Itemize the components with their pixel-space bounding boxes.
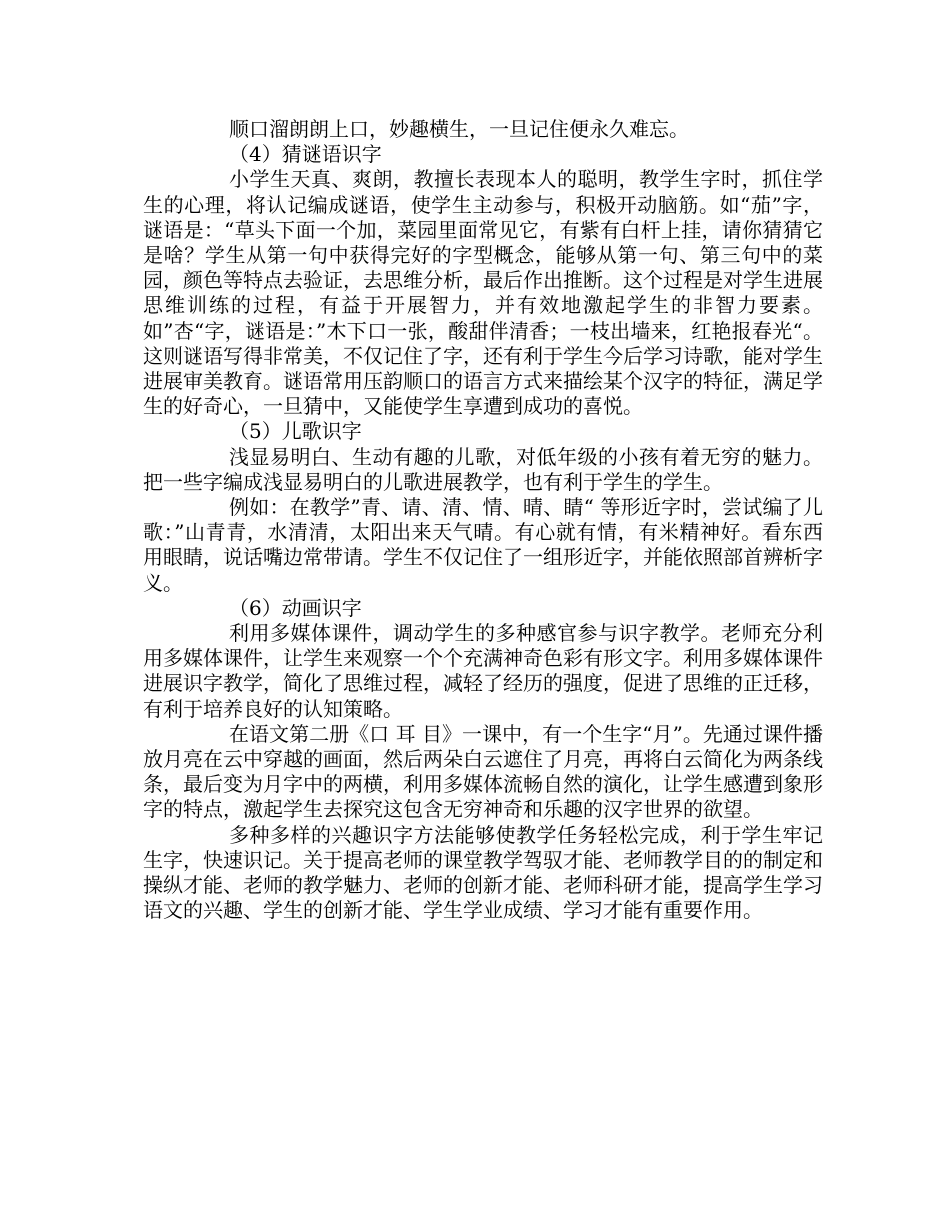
document-body <box>143 117 823 924</box>
paragraph-animation: 利用多媒体课件，调动学生的多种感官参与识字教学。老师充分利用多媒体课件，让学生来观察一个个充满神奇色彩有形文字。利用多媒体课件进展识字教学，简化了思维过程，减轻了经历的强度，促进了思维的正迁移，有利于培养良好的认知策略。 <box>143 621 823 721</box>
paragraph-animation-example: 在语文第二册《口 耳 目》一课中，有一个生字“月”。先通过课件播放月亮在云中穿越的画面，然后两朵白云遮住了月亮，再将白云简化为两条线条，最后变为月字中的两横，利用多媒体流畅自然的演化，让学生感遭到象形字的特点，激起学生去探究这包含无穷神奇和乐趣的汉字世界的欲望。 <box>143 721 823 822</box>
paragraph-riddle: 小学生天真、爽朗，教擅长表现本人的聪明，教学生字时，抓住学生的心理，将认记编成谜语，使学生主动参与，积极开动脑筋。如“茄”字，谜语是：“草头下面一个加，菜园里面常见它，有紫有白杆上挂，请你猜猜它是啥？学生从第一句中获得完好的字型概念，能够从第一句、第三句中的菜园，颜色等特点去验证，去思维分析，最后作出推断。这个过程是对学生进展思维训练的过程，有益于开展智力，并有效地激起学生的非智力要素。如”杏“字，谜语是：”木下口一张，酸甜伴清香；一枝出墙来，红艳报春光“。这则谜语写得非常美，不仅记住了字，还有利于学生今后学习诗歌，能对学生进展审美教育。谜语常用压韵顺口的语言方式来描绘某个汉字的特征，满足学生的好奇心，一旦猜中，又能使学生享遭到成功的喜悦。 <box>143 167 823 419</box>
section-heading-riddle: （4）猜谜语识字 <box>229 142 382 167</box>
section-heading-animation: （6）动画识字 <box>229 595 362 620</box>
paragraph-continuation: 顺口溜朗朗上口，妙趣横生，一旦记住便永久难忘。 <box>229 117 689 141</box>
paragraph-rhyme-example: 例如：在教学”青、请、清、情、晴、睛“ 等形近字时，尝试编了儿歌：”山青青，水清清，太阳出来天气晴。有心就有情，有米精神好。看东西用眼睛，说话嘴边常带请。学生不仅记住了一组形近字，并能依照部首辨析字义。 <box>143 495 823 595</box>
paragraph-nursery-rhyme: 浅显易明白、生动有趣的儿歌，对低年级的小孩有着无穷的魅力。把一些字编成浅显易明白的儿歌进展教学，也有利于学生的学生。 <box>143 444 823 494</box>
section-heading-nursery-rhyme: （5）儿歌识字 <box>229 419 362 444</box>
paragraph-conclusion: 多种多样的兴趣识字方法能够使教学任务轻松完成，利于学生牢记生字，快速识记。关于提高老师的课堂教学驾驭才能、老师教学目的的制定和操纵才能、老师的教学魅力、老师的创新才能、老师科研才能，提高学生学习语文的兴趣、学生的创新才能、学生学业成绩、学习才能有重要作用。 <box>143 822 823 923</box>
